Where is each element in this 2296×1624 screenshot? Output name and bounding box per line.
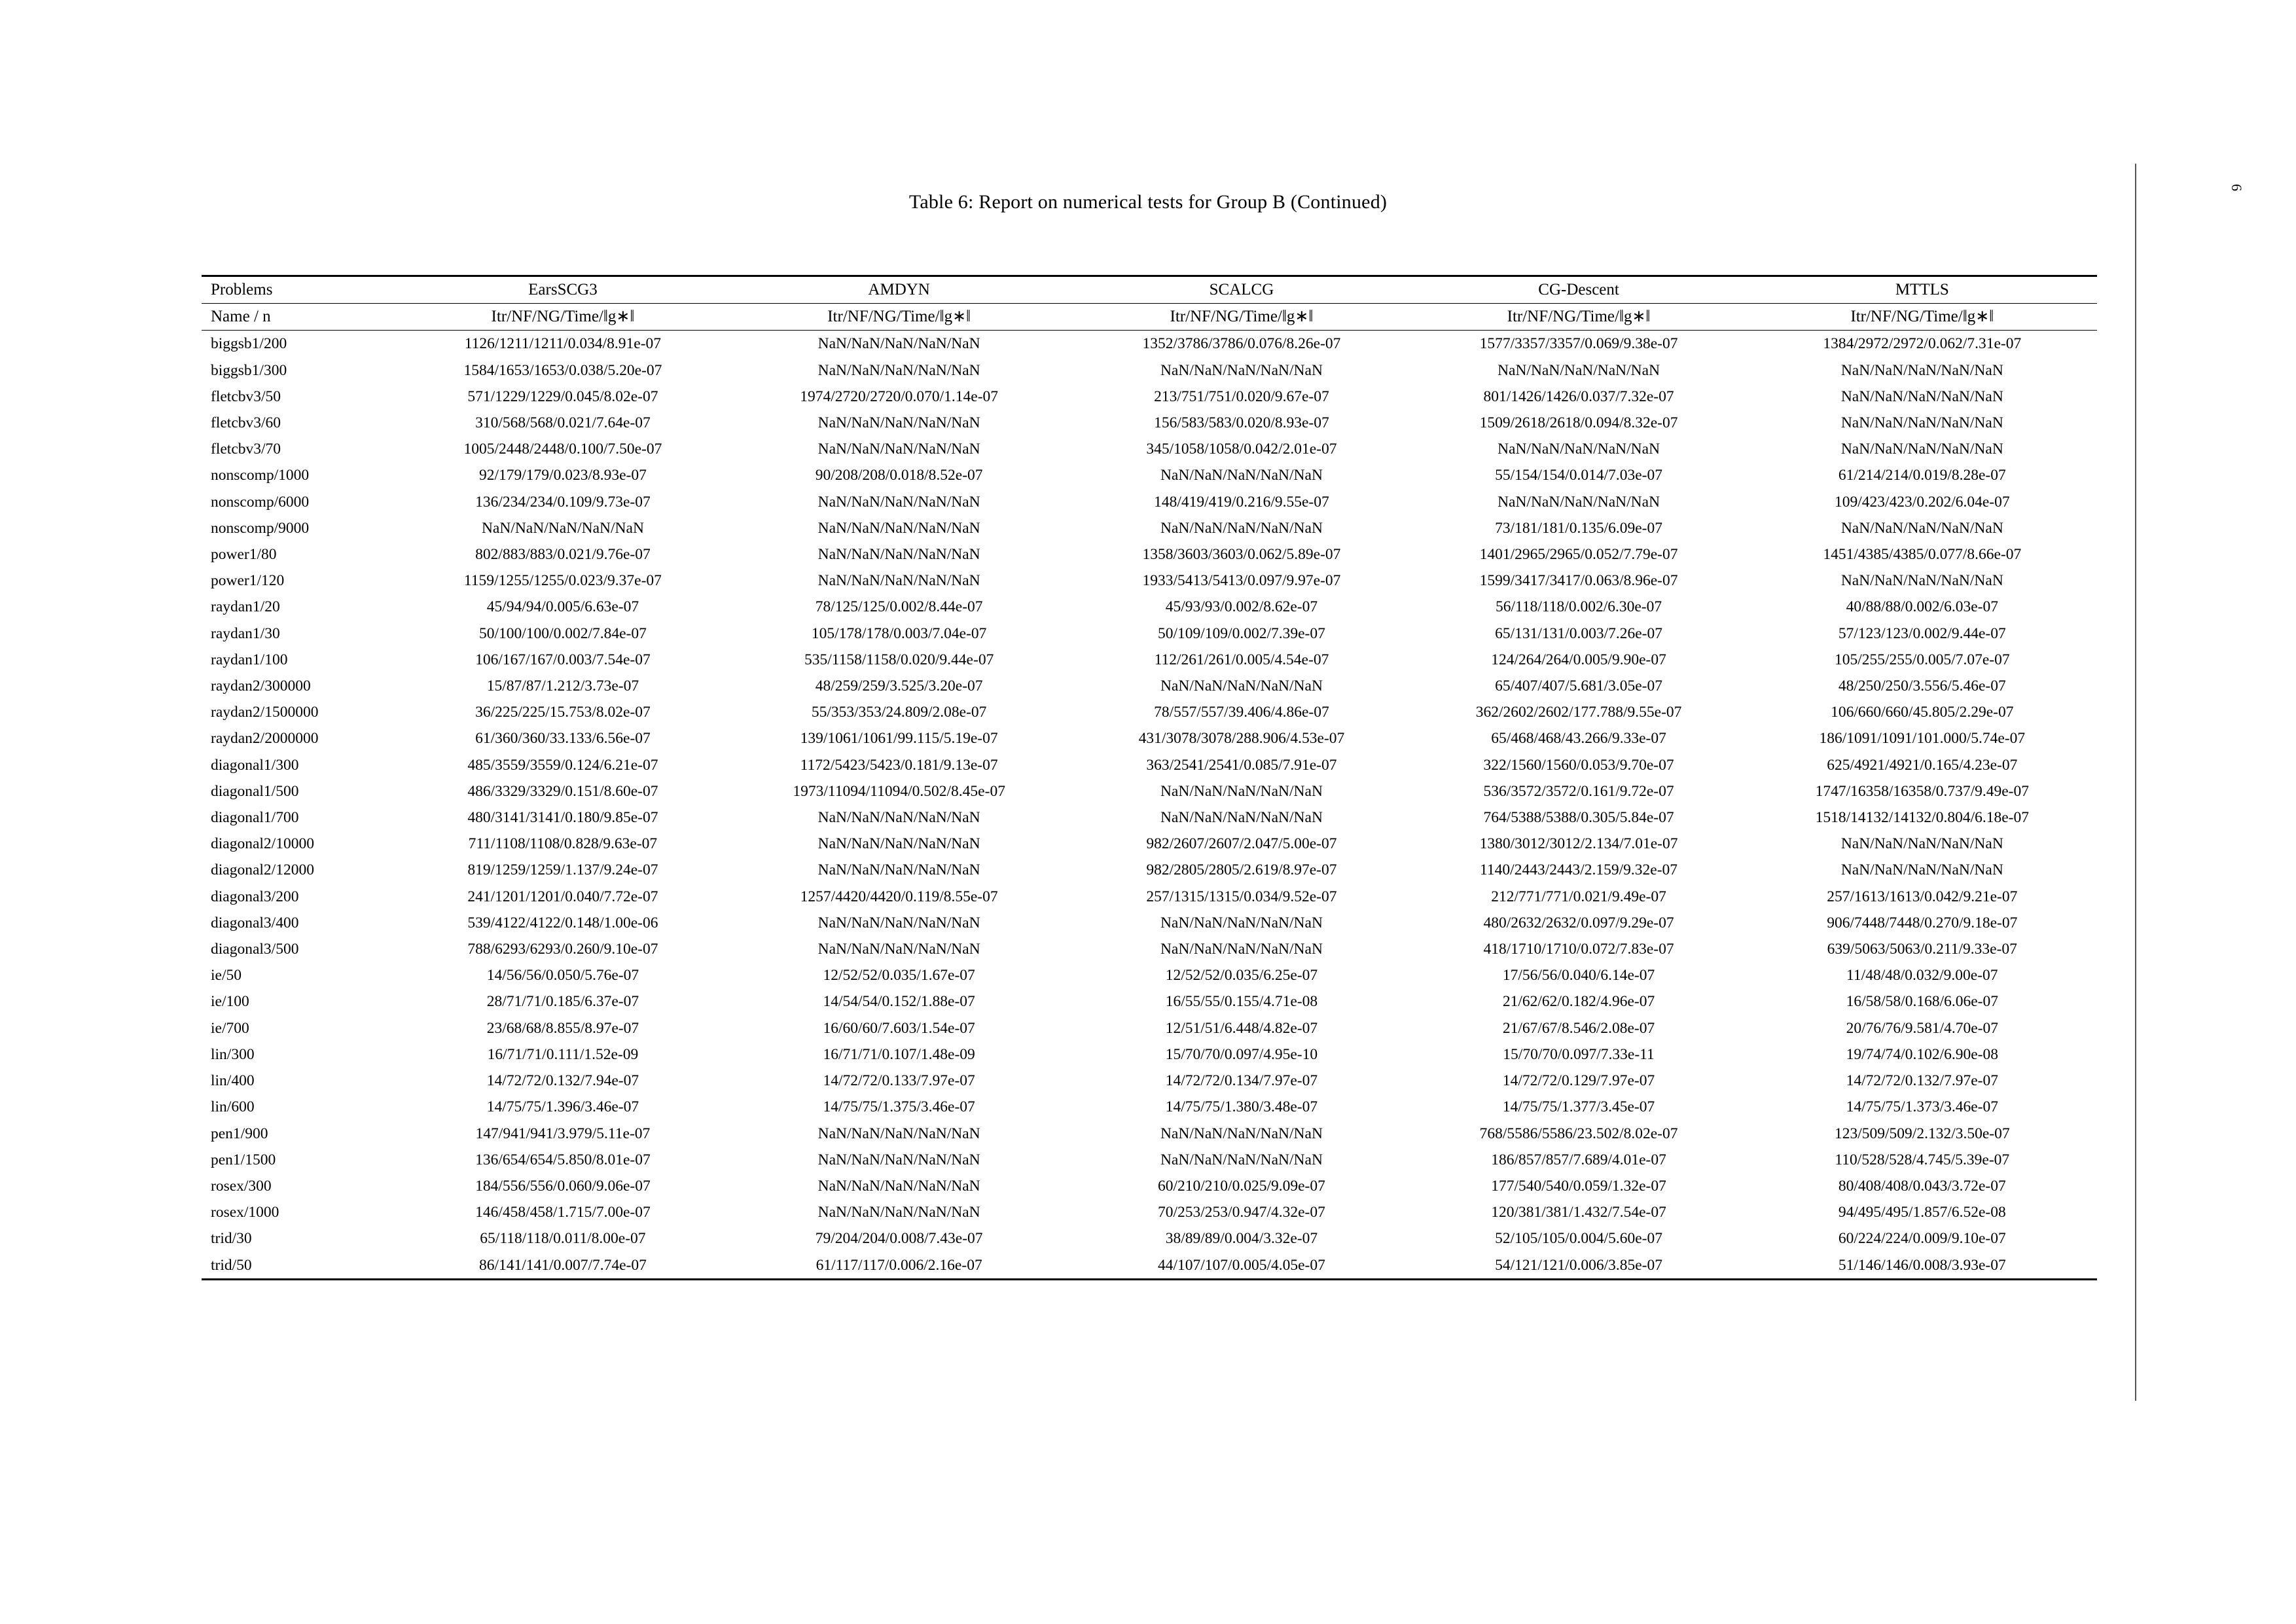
cell-metrics: 14/72/72/0.133/7.97e-07 — [823, 1072, 975, 1090]
cell-metrics: 17/56/56/0.040/6.14e-07 — [1502, 967, 1655, 984]
table-row — [202, 804, 2097, 831]
cell-metrics: 906/7448/7448/0.270/9.18e-07 — [1827, 914, 2018, 931]
cell-metrics: 14/75/75/1.396/3.46e-07 — [486, 1098, 639, 1116]
cell-metrics: 156/583/583/0.020/8.93e-07 — [1154, 414, 1329, 432]
cell-problem-name: raydan1/30 — [211, 624, 280, 642]
table-row — [202, 1147, 2097, 1173]
cell-problem-name: lin/400 — [211, 1072, 255, 1090]
cell-metrics: 480/3141/3141/0.180/9.85e-07 — [467, 809, 658, 827]
cell-metrics: 50/100/100/0.002/7.84e-07 — [479, 624, 647, 642]
table-header-groups — [202, 276, 2097, 304]
cell-metrics: 65/118/118/0.011/8.00e-07 — [480, 1230, 646, 1248]
cell-metrics: 70/253/253/0.947/4.32e-07 — [1158, 1204, 1325, 1221]
cell-problem-name: diagonal2/10000 — [211, 835, 314, 853]
header-amdyn: AMDYN — [725, 276, 1073, 304]
cell-problem-name: diagonal2/12000 — [211, 861, 314, 879]
cell-metrics: 186/857/857/7.689/4.01e-07 — [1491, 1151, 1666, 1168]
table-row — [202, 462, 2097, 488]
cell-metrics: 44/107/107/0.005/4.05e-07 — [1073, 1252, 1410, 1280]
cell-metrics: 61/117/117/0.006/2.16e-07 — [725, 1252, 1073, 1280]
cell-metrics: NaN/NaN/NaN/NaN/NaN — [1160, 941, 1323, 958]
cell-metrics: 536/3572/3572/0.161/9.72e-07 — [1483, 782, 1674, 800]
cell-problem-name: nonscomp/6000 — [211, 493, 310, 511]
cell-metrics: 768/5586/5586/23.502/8.02e-07 — [1479, 1125, 1678, 1142]
cell-metrics: NaN/NaN/NaN/NaN/NaN — [817, 414, 980, 432]
cell-metrics: 48/259/259/3.525/3.20e-07 — [815, 677, 983, 695]
cell-metrics: 1140/2443/2443/2.159/9.32e-07 — [1480, 861, 1678, 879]
cell-metrics: 15/70/70/0.097/7.33e-11 — [1503, 1045, 1655, 1063]
cell-problem-name: rosex/1000 — [211, 1204, 279, 1221]
cell-metrics: 485/3559/3559/0.124/6.21e-07 — [467, 756, 658, 774]
cell-metrics: 61/214/214/0.019/8.28e-07 — [1838, 467, 2006, 484]
cell-problem-name: fletcbv3/70 — [211, 441, 281, 458]
cell-problem-name: lin/300 — [211, 1045, 255, 1063]
cell-metrics: 213/751/751/0.020/9.67e-07 — [1154, 388, 1329, 405]
cell-problem-name: nonscomp/9000 — [211, 519, 310, 537]
cell-metrics: 139/1061/1061/99.115/5.19e-07 — [800, 730, 998, 748]
table-row — [202, 988, 2097, 1015]
cell-metrics: 16/55/55/0.155/4.71e-08 — [1165, 993, 1318, 1011]
cell-metrics: 14/72/72/0.129/7.97e-07 — [1502, 1072, 1655, 1090]
cell-metrics: 65/468/468/43.266/9.33e-07 — [1491, 730, 1666, 748]
cell-metrics: 212/771/771/0.021/9.49e-07 — [1491, 888, 1666, 905]
table-row — [202, 1252, 2097, 1280]
table-row — [202, 1121, 2097, 1147]
cell-metrics: NaN/NaN/NaN/NaN/NaN — [1160, 361, 1323, 379]
cell-metrics: NaN/NaN/NaN/NaN/NaN — [817, 1151, 980, 1168]
cell-metrics: 16/71/71/0.111/1.52e-09 — [487, 1045, 639, 1063]
cell-metrics: 310/568/568/0.021/7.64e-07 — [475, 414, 651, 432]
cell-metrics: 539/4122/4122/0.148/1.00e-06 — [467, 914, 658, 931]
cell-metrics: NaN/NaN/NaN/NaN/NaN — [1840, 361, 2003, 379]
cell-metrics: 1577/3357/3357/0.069/9.38e-07 — [1410, 331, 1748, 357]
subheader-amdyn-metrics: Itr/NF/NG/Time/‖g∗‖ — [725, 304, 1073, 331]
cell-metrics: 322/1560/1560/0.053/9.70e-07 — [1483, 756, 1674, 774]
table-row — [202, 1041, 2097, 1068]
results-table — [202, 275, 2097, 1280]
cell-problem-name: raydan2/300000 — [211, 677, 311, 695]
table-row — [202, 384, 2097, 410]
header-mttls: MTTLS — [1748, 276, 2097, 304]
cell-problem-name: ie/100 — [211, 993, 249, 1011]
cell-metrics: 16/71/71/0.107/1.48e-09 — [823, 1045, 975, 1063]
table-row — [202, 1068, 2097, 1094]
table-row — [202, 647, 2097, 673]
cell-problem-name: ie/50 — [211, 967, 242, 984]
header-earsscg3: EarsSCG3 — [401, 276, 725, 304]
cell-metrics: NaN/NaN/NaN/NaN/NaN — [1840, 441, 2003, 458]
cell-metrics: 20/76/76/9.581/4.70e-07 — [1846, 1019, 1998, 1037]
cell-metrics: 38/89/89/0.004/3.32e-07 — [1165, 1230, 1318, 1248]
cell-metrics: 1159/1255/1255/0.023/9.37e-07 — [463, 572, 662, 590]
cell-metrics: 982/2607/2607/2.047/5.00e-07 — [1146, 835, 1337, 853]
subheader-earsscg3-metrics: Itr/NF/NG/Time/‖g∗‖ — [401, 304, 725, 331]
cell-metrics: NaN/NaN/NaN/NaN/NaN — [817, 941, 980, 958]
cell-metrics: 1509/2618/2618/0.094/8.32e-07 — [1479, 414, 1678, 432]
cell-metrics: 146/458/458/1.715/7.00e-07 — [475, 1204, 651, 1221]
cell-metrics: 19/74/74/0.102/6.90e-08 — [1846, 1045, 1998, 1063]
cell-problem-name: lin/600 — [211, 1098, 255, 1116]
table-row — [202, 1225, 2097, 1252]
cell-metrics: 639/5063/5063/0.211/9.33e-07 — [1827, 941, 2017, 958]
cell-metrics: 14/75/75/1.375/3.46e-07 — [823, 1098, 975, 1116]
table-row — [202, 489, 2097, 515]
cell-metrics: 12/52/52/0.035/6.25e-07 — [1165, 967, 1318, 984]
cell-metrics: NaN/NaN/NaN/NaN/NaN — [725, 331, 1073, 357]
cell-metrics: 431/3078/3078/288.906/4.53e-07 — [1138, 730, 1345, 748]
cell-metrics: 1126/1211/1211/0.034/8.91e-07 — [401, 331, 725, 357]
cell-metrics: 625/4921/4921/0.165/4.23e-07 — [1827, 756, 2018, 774]
cell-problem-name: nonscomp/1000 — [211, 467, 310, 484]
cell-metrics: 418/1710/1710/0.072/7.83e-07 — [1483, 941, 1674, 958]
cell-metrics: NaN/NaN/NaN/NaN/NaN — [817, 572, 980, 590]
cell-metrics: 345/1058/1058/0.042/2.01e-07 — [1146, 441, 1337, 458]
cell-metrics: 16/60/60/7.603/1.54e-07 — [823, 1019, 975, 1037]
cell-metrics: NaN/NaN/NaN/NaN/NaN — [1840, 388, 2003, 405]
cell-metrics: 1747/16358/16358/0.737/9.49e-07 — [1815, 782, 2029, 800]
cell-problem-name: trid/30 — [211, 1230, 252, 1248]
cell-metrics: 120/381/381/1.432/7.54e-07 — [1491, 1204, 1666, 1221]
cell-metrics: 177/540/540/0.059/1.32e-07 — [1491, 1177, 1666, 1195]
cell-metrics: 136/234/234/0.109/9.73e-07 — [475, 493, 651, 511]
cell-problem-name: diagonal3/400 — [211, 914, 299, 931]
cell-metrics: 105/178/178/0.003/7.04e-07 — [811, 624, 987, 642]
cell-metrics: NaN/NaN/NaN/NaN/NaN — [817, 441, 980, 458]
cell-problem-name: diagonal1/300 — [211, 756, 299, 774]
cell-metrics: 802/883/883/0.021/9.76e-07 — [475, 546, 651, 564]
cell-metrics: 40/88/88/0.002/6.03e-07 — [1846, 598, 1998, 616]
cell-metrics: 362/2602/2602/177.788/9.55e-07 — [1475, 704, 1682, 721]
cell-metrics: 78/125/125/0.002/8.44e-07 — [815, 598, 983, 616]
cell-metrics: 60/224/224/0.009/9.10e-07 — [1838, 1230, 2006, 1248]
table-row — [202, 752, 2097, 778]
cell-metrics: 50/109/109/0.002/7.39e-07 — [1158, 624, 1325, 642]
cell-metrics: NaN/NaN/NaN/NaN/NaN — [1160, 782, 1323, 800]
cell-metrics: 1005/2448/2448/0.100/7.50e-07 — [463, 441, 662, 458]
table-row — [202, 594, 2097, 620]
cell-metrics: 52/105/105/0.004/5.60e-07 — [1495, 1230, 1662, 1248]
cell-metrics: 14/72/72/0.132/7.94e-07 — [486, 1072, 639, 1090]
cell-metrics: NaN/NaN/NaN/NaN/NaN — [1160, 677, 1323, 695]
cell-metrics: 55/154/154/0.014/7.03e-07 — [1495, 467, 1662, 484]
cell-metrics: NaN/NaN/NaN/NaN/NaN — [1840, 835, 2003, 853]
cell-metrics: 124/264/264/0.005/9.90e-07 — [1491, 651, 1666, 668]
cell-metrics: NaN/NaN/NaN/NaN/NaN — [817, 1204, 980, 1221]
cell-problem-name: diagonal1/700 — [211, 809, 299, 827]
table-row — [202, 910, 2097, 936]
cell-metrics: 65/407/407/5.681/3.05e-07 — [1495, 677, 1662, 695]
cell-metrics: 106/167/167/0.003/7.54e-07 — [475, 651, 651, 668]
cell-problem-name: rosex/300 — [211, 1177, 272, 1195]
header-problems: Problems — [202, 276, 401, 304]
cell-metrics: NaN/NaN/NaN/NaN/NaN — [817, 1177, 980, 1195]
table-row — [202, 331, 2097, 357]
cell-metrics: NaN/NaN/NaN/NaN/NaN — [1160, 467, 1323, 484]
cell-problem-name: power1/80 — [211, 546, 277, 564]
table-row — [202, 1094, 2097, 1120]
table-row — [202, 1173, 2097, 1199]
cell-metrics: 184/556/556/0.060/9.06e-07 — [475, 1177, 651, 1195]
cell-metrics: 123/509/509/2.132/3.50e-07 — [1834, 1125, 2010, 1142]
cell-metrics: 1257/4420/4420/0.119/8.55e-07 — [800, 888, 998, 905]
cell-problem-name: pen1/1500 — [211, 1151, 276, 1168]
table-row — [202, 962, 2097, 988]
cell-metrics: 136/654/654/5.850/8.01e-07 — [475, 1151, 651, 1168]
cell-metrics: 56/118/118/0.002/6.30e-07 — [1495, 598, 1662, 616]
table-row — [202, 541, 2097, 568]
subheader-scalcg-metrics: Itr/NF/NG/Time/‖g∗‖ — [1073, 304, 1410, 331]
cell-metrics: 36/225/225/15.753/8.02e-07 — [475, 704, 651, 721]
cell-metrics: 801/1426/1426/0.037/7.32e-07 — [1483, 388, 1674, 405]
cell-metrics: 105/255/255/0.005/7.07e-07 — [1834, 651, 2010, 668]
cell-metrics: NaN/NaN/NaN/NaN/NaN — [481, 519, 644, 537]
cell-metrics: 80/408/408/0.043/3.72e-07 — [1838, 1177, 2006, 1195]
cell-metrics: 788/6293/6293/0.260/9.10e-07 — [467, 941, 658, 958]
cell-problem-name: raydan2/2000000 — [211, 730, 319, 748]
table-row — [202, 884, 2097, 910]
subheader-cg-descent-metrics: Itr/NF/NG/Time/‖g∗‖ — [1410, 304, 1748, 331]
table-row — [202, 673, 2097, 699]
cell-problem-name: diagonal3/200 — [211, 888, 299, 905]
cell-metrics: 1358/3603/3603/0.062/5.89e-07 — [1142, 546, 1341, 564]
cell-metrics: NaN/NaN/NaN/NaN/NaN — [1498, 441, 1660, 458]
cell-metrics: 14/56/56/0.050/5.76e-07 — [486, 967, 639, 984]
cell-metrics: 79/204/204/0.008/7.43e-07 — [815, 1230, 983, 1248]
table-caption: Table 6: Report on numerical tests for Group B (Continued) — [908, 191, 1388, 213]
table-row — [202, 568, 2097, 594]
cell-problem-name: raydan2/1500000 — [211, 704, 319, 721]
cell-metrics: 94/495/495/1.857/6.52e-08 — [1838, 1204, 2006, 1221]
table-row — [202, 831, 2097, 857]
cell-metrics: 90/208/208/0.018/8.52e-07 — [815, 467, 983, 484]
cell-metrics: 65/131/131/0.003/7.26e-07 — [1495, 624, 1662, 642]
subheader-mttls-metrics: Itr/NF/NG/Time/‖g∗‖ — [1748, 304, 2097, 331]
header-scalcg: SCALCG — [1073, 276, 1410, 304]
cell-metrics: 1352/3786/3786/0.076/8.26e-07 — [1073, 331, 1410, 357]
cell-metrics: 1974/2720/2720/0.070/1.14e-07 — [800, 388, 999, 405]
cell-metrics: NaN/NaN/NaN/NaN/NaN — [817, 546, 980, 564]
cell-metrics: NaN/NaN/NaN/NaN/NaN — [817, 519, 980, 537]
cell-metrics: NaN/NaN/NaN/NaN/NaN — [817, 835, 980, 853]
cell-metrics: 57/123/123/0.002/9.44e-07 — [1838, 624, 2006, 642]
cell-metrics: NaN/NaN/NaN/NaN/NaN — [817, 914, 980, 931]
cell-metrics: 1973/11094/11094/0.502/8.45e-07 — [793, 782, 1005, 800]
margin-rule — [2135, 164, 2136, 1401]
cell-problem-name: raydan1/100 — [211, 651, 288, 668]
cell-metrics: 12/52/52/0.035/1.67e-07 — [823, 967, 975, 984]
cell-metrics: 73/181/181/0.135/6.09e-07 — [1495, 519, 1662, 537]
cell-problem-name: pen1/900 — [211, 1125, 268, 1142]
subheader-name-n: Name / n — [202, 304, 401, 331]
cell-metrics: 61/360/360/33.133/6.56e-07 — [475, 730, 651, 748]
cell-problem-name: diagonal1/500 — [211, 782, 299, 800]
cell-metrics: 21/67/67/8.546/2.08e-07 — [1502, 1019, 1655, 1037]
cell-metrics: 54/121/121/0.006/3.85e-07 — [1410, 1252, 1748, 1280]
table-row — [202, 725, 2097, 751]
cell-metrics: 1518/14132/14132/0.804/6.18e-07 — [1815, 809, 2029, 827]
cell-metrics: NaN/NaN/NaN/NaN/NaN — [1840, 414, 2003, 432]
cell-metrics: 110/528/528/4.745/5.39e-07 — [1835, 1151, 2010, 1168]
table-row — [202, 936, 2097, 962]
cell-metrics: 148/419/419/0.216/9.55e-07 — [1154, 493, 1329, 511]
cell-problem-name: biggsb1/300 — [211, 361, 287, 379]
cell-metrics: 48/250/250/3.556/5.46e-07 — [1838, 677, 2006, 695]
cell-metrics: 86/141/141/0.007/7.74e-07 — [401, 1252, 725, 1280]
cell-problem-name: diagonal3/500 — [211, 941, 299, 958]
cell-metrics: 16/58/58/0.168/6.06e-07 — [1846, 993, 1998, 1011]
cell-metrics: 15/70/70/0.097/4.95e-10 — [1165, 1045, 1318, 1063]
cell-metrics: 571/1229/1229/0.045/8.02e-07 — [467, 388, 658, 405]
table-row — [202, 436, 2097, 462]
cell-metrics: 486/3329/3329/0.151/8.60e-07 — [467, 782, 658, 800]
cell-metrics: NaN/NaN/NaN/NaN/NaN — [1498, 493, 1660, 511]
cell-metrics: NaN/NaN/NaN/NaN/NaN — [817, 1125, 980, 1142]
page-number: 6 — [2229, 184, 2245, 191]
cell-metrics: 1401/2965/2965/0.052/7.79e-07 — [1479, 546, 1678, 564]
cell-metrics: NaN/NaN/NaN/NaN/NaN — [817, 861, 980, 879]
cell-metrics: NaN/NaN/NaN/NaN/NaN — [1498, 361, 1660, 379]
cell-problem-name: ie/700 — [211, 1019, 249, 1037]
cell-metrics: NaN/NaN/NaN/NaN/NaN — [1840, 572, 2003, 590]
cell-metrics: 92/179/179/0.023/8.93e-07 — [479, 467, 647, 484]
cell-metrics: 12/51/51/6.448/4.82e-07 — [1165, 1019, 1318, 1037]
cell-metrics: 15/87/87/1.212/3.73e-07 — [486, 677, 639, 695]
cell-metrics: 819/1259/1259/1.137/9.24e-07 — [467, 861, 658, 879]
cell-metrics: 78/557/557/39.406/4.86e-07 — [1154, 704, 1329, 721]
cell-metrics: NaN/NaN/NaN/NaN/NaN — [817, 493, 980, 511]
cell-metrics: NaN/NaN/NaN/NaN/NaN — [1160, 519, 1323, 537]
cell-problem-name: biggsb1/200 — [202, 331, 401, 357]
cell-problem-name: fletcbv3/60 — [211, 414, 281, 432]
cell-metrics: 480/2632/2632/0.097/9.29e-07 — [1483, 914, 1674, 931]
cell-metrics: NaN/NaN/NaN/NaN/NaN — [1160, 914, 1323, 931]
cell-metrics: NaN/NaN/NaN/NaN/NaN — [1160, 1125, 1323, 1142]
cell-metrics: 14/72/72/0.132/7.97e-07 — [1846, 1072, 1998, 1090]
cell-metrics: 363/2541/2541/0.085/7.91e-07 — [1146, 756, 1337, 774]
cell-metrics: 14/75/75/1.373/3.46e-07 — [1846, 1098, 1998, 1116]
cell-metrics: 1451/4385/4385/0.077/8.66e-07 — [1823, 546, 2022, 564]
cell-metrics: 1933/5413/5413/0.097/9.97e-07 — [1142, 572, 1341, 590]
cell-metrics: 764/5388/5388/0.305/5.84e-07 — [1483, 809, 1674, 827]
cell-problem-name: trid/50 — [202, 1252, 401, 1280]
table-head — [202, 276, 2097, 331]
table-row — [202, 1199, 2097, 1225]
table-header-subs — [202, 304, 2097, 331]
cell-metrics: 14/54/54/0.152/1.88e-07 — [823, 993, 975, 1011]
cell-metrics: 1380/3012/3012/2.134/7.01e-07 — [1479, 835, 1678, 853]
cell-problem-name: power1/120 — [211, 572, 285, 590]
cell-metrics: 14/72/72/0.134/7.97e-07 — [1165, 1072, 1318, 1090]
cell-metrics: 241/1201/1201/0.040/7.72e-07 — [467, 888, 658, 905]
cell-metrics: 186/1091/1091/101.000/5.74e-07 — [1819, 730, 2026, 748]
cell-metrics: 23/68/68/8.855/8.97e-07 — [486, 1019, 639, 1037]
table-row — [202, 621, 2097, 647]
cell-metrics: 60/210/210/0.025/9.09e-07 — [1158, 1177, 1325, 1195]
cell-metrics: NaN/NaN/NaN/NaN/NaN — [1160, 1151, 1323, 1168]
cell-metrics: 257/1315/1315/0.034/9.52e-07 — [1146, 888, 1337, 905]
cell-metrics: NaN/NaN/NaN/NaN/NaN — [817, 809, 980, 827]
cell-metrics: 982/2805/2805/2.619/8.97e-07 — [1146, 861, 1337, 879]
table-row — [202, 778, 2097, 804]
table-row — [202, 1015, 2097, 1041]
cell-metrics: 1384/2972/2972/0.062/7.31e-07 — [1748, 331, 2097, 357]
cell-metrics: 1172/5423/5423/0.181/9.13e-07 — [800, 756, 998, 774]
cell-metrics: 106/660/660/45.805/2.29e-07 — [1831, 704, 2014, 721]
cell-problem-name: raydan1/20 — [211, 598, 280, 616]
header-cg-descent: CG-Descent — [1410, 276, 1748, 304]
cell-metrics: NaN/NaN/NaN/NaN/NaN — [1840, 861, 2003, 879]
cell-metrics: NaN/NaN/NaN/NaN/NaN — [1160, 809, 1323, 827]
cell-metrics: 1599/3417/3417/0.063/8.96e-07 — [1479, 572, 1678, 590]
cell-metrics: NaN/NaN/NaN/NaN/NaN — [1840, 519, 2003, 537]
cell-metrics: NaN/NaN/NaN/NaN/NaN — [817, 361, 980, 379]
cell-metrics: 711/1108/1108/0.828/9.63e-07 — [468, 835, 658, 853]
cell-metrics: 51/146/146/0.008/3.93e-07 — [1748, 1252, 2097, 1280]
cell-metrics: 535/1158/1158/0.020/9.44e-07 — [804, 651, 994, 668]
table-row — [202, 410, 2097, 436]
cell-metrics: 112/261/261/0.005/4.54e-07 — [1154, 651, 1329, 668]
cell-metrics: 55/353/353/24.809/2.08e-07 — [811, 704, 987, 721]
cell-metrics: 11/48/48/0.032/9.00e-07 — [1846, 967, 1998, 984]
table-row — [202, 515, 2097, 541]
table-row — [202, 357, 2097, 384]
table-row — [202, 857, 2097, 883]
cell-metrics: 109/423/423/0.202/6.04e-07 — [1834, 493, 2010, 511]
cell-metrics: 147/941/941/3.979/5.11e-07 — [475, 1125, 651, 1142]
cell-metrics: 45/94/94/0.005/6.63e-07 — [486, 598, 639, 616]
cell-metrics: 1584/1653/1653/0.038/5.20e-07 — [463, 361, 662, 379]
cell-metrics: 14/75/75/1.377/3.45e-07 — [1502, 1098, 1655, 1116]
table-row — [202, 699, 2097, 725]
cell-metrics: 28/71/71/0.185/6.37e-07 — [486, 993, 639, 1011]
cell-metrics: 21/62/62/0.182/4.96e-07 — [1502, 993, 1655, 1011]
table-body — [202, 331, 2097, 1279]
cell-problem-name: fletcbv3/50 — [211, 388, 281, 405]
cell-metrics: 45/93/93/0.002/8.62e-07 — [1165, 598, 1318, 616]
cell-metrics: 14/75/75/1.380/3.48e-07 — [1165, 1098, 1318, 1116]
cell-metrics: 257/1613/1613/0.042/9.21e-07 — [1827, 888, 2018, 905]
